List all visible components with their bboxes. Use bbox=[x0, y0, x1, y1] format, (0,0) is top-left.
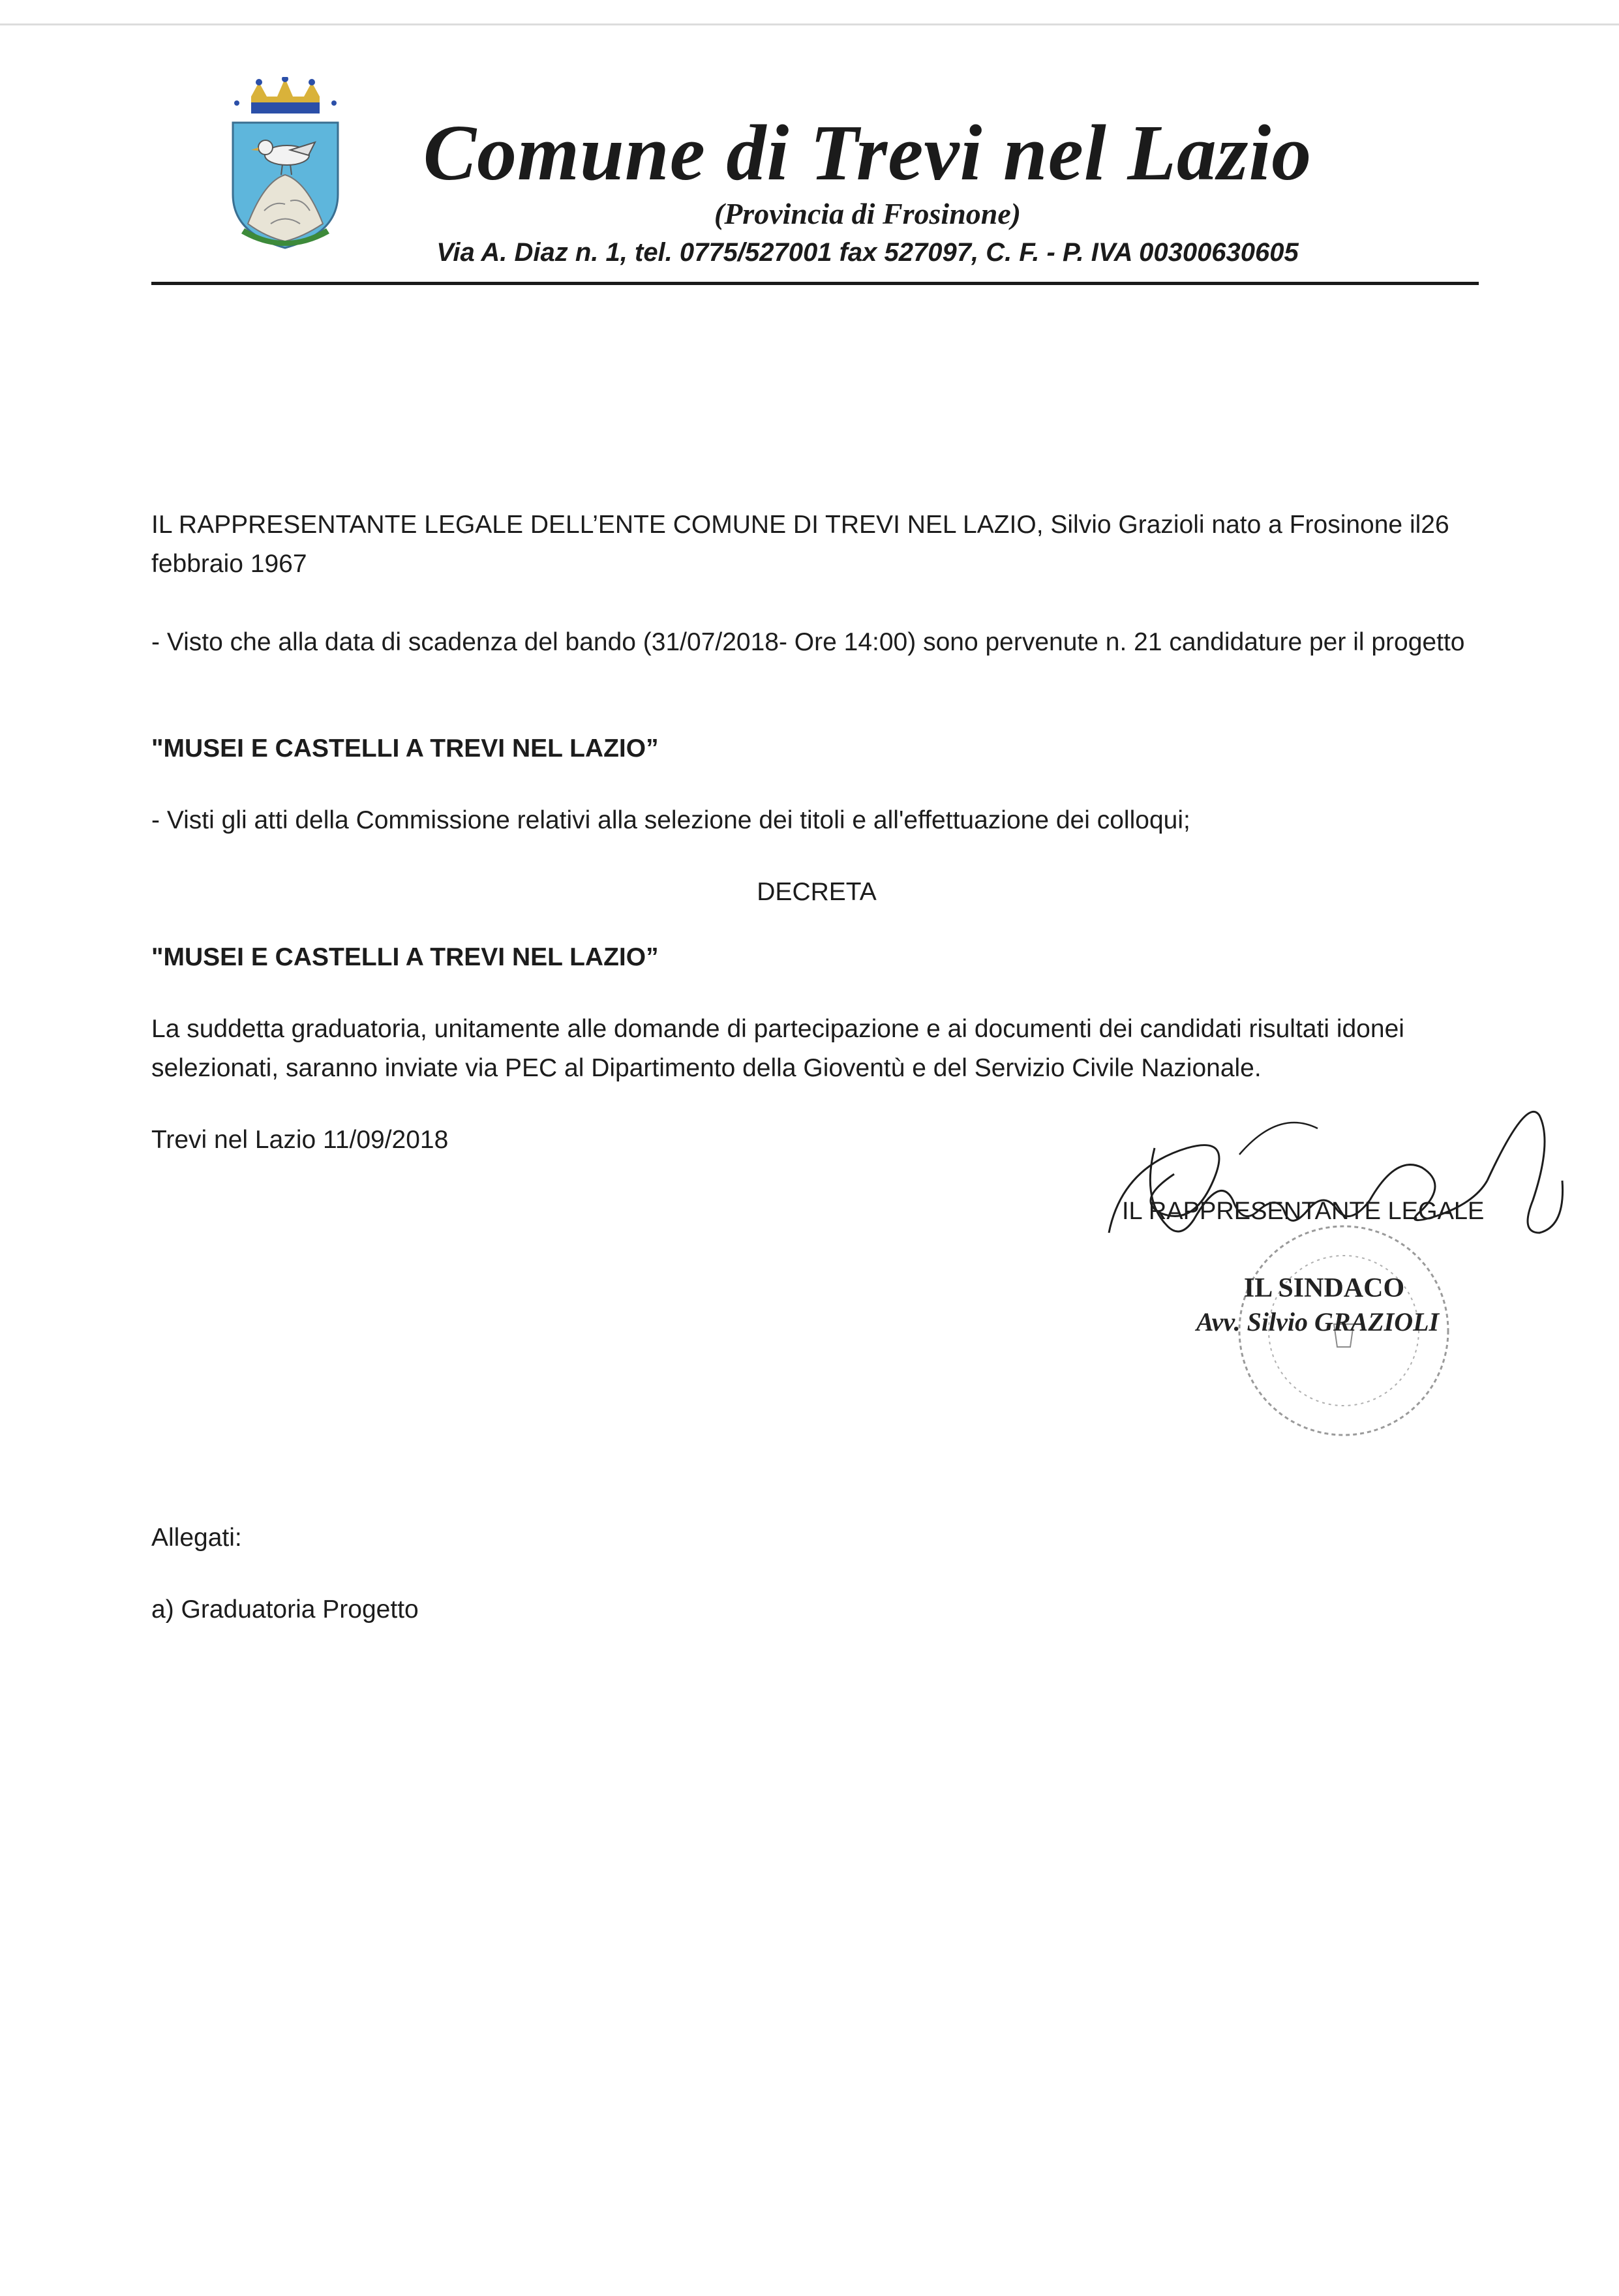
visti-paragraph: - Visti gli atti della Commissione relativi alla selezione dei titoli e all'effettuazione dei colloqui; bbox=[151, 806, 1190, 834]
municipal-coat-of-arms-icon bbox=[225, 77, 346, 253]
contact-address: Via A. Diaz n. 1, tel. 0775/527001 fax 527097, C. F. - P. IVA 00300630605 bbox=[436, 238, 1299, 267]
project-title-2: "MUSEI E CASTELLI A TREVI NEL LAZIO” bbox=[151, 943, 659, 971]
intro-paragraph: IL RAPPRESENTANTE LEGALE DELL’ENTE COMUNE DI TREVI NEL LAZIO, Silvio Grazioli nato a Frosinone il26 febbraio 1967 bbox=[151, 511, 1449, 578]
graduatoria-paragraph: La suddetta graduatoria, unitamente alle domande di partecipazione e ai documenti dei candidati risultati idonei selezionati, saranno inviate via PEC al Dipartimento della Gioventù e del Servizio Civile Nazionale. bbox=[151, 1015, 1404, 1082]
mayor-name: Avv. Silvio GRAZIOLI bbox=[1196, 1307, 1440, 1337]
project-title-1: "MUSEI E CASTELLI A TREVI NEL LAZIO” bbox=[151, 734, 659, 763]
province-subtitle: (Provincia di Frosinone) bbox=[714, 197, 1021, 230]
visto-paragraph: - Visto che alla data di scadenza del bando (31/07/2018- Ore 14:00) sono pervenute n. 21 candidature per il progetto bbox=[151, 628, 1465, 656]
place-date: Trevi nel Lazio 11/09/2018 bbox=[151, 1126, 449, 1154]
attachments-heading: Allegati: bbox=[151, 1524, 242, 1552]
header-divider bbox=[151, 282, 1479, 285]
scan-edge-line bbox=[0, 23, 1619, 25]
municipality-title: Comune di Trevi nel Lazio bbox=[423, 109, 1312, 197]
decreta-heading: DECRETA bbox=[757, 878, 877, 906]
attachment-item: a) Graduatoria Progetto bbox=[151, 1595, 419, 1624]
handwritten-signature-icon bbox=[1083, 1070, 1579, 1318]
crown-icon bbox=[234, 77, 337, 113]
mayor-role: IL SINDACO bbox=[1243, 1273, 1405, 1303]
signature-label: IL RAPPRESENTANTE LEGALE bbox=[1122, 1198, 1485, 1225]
